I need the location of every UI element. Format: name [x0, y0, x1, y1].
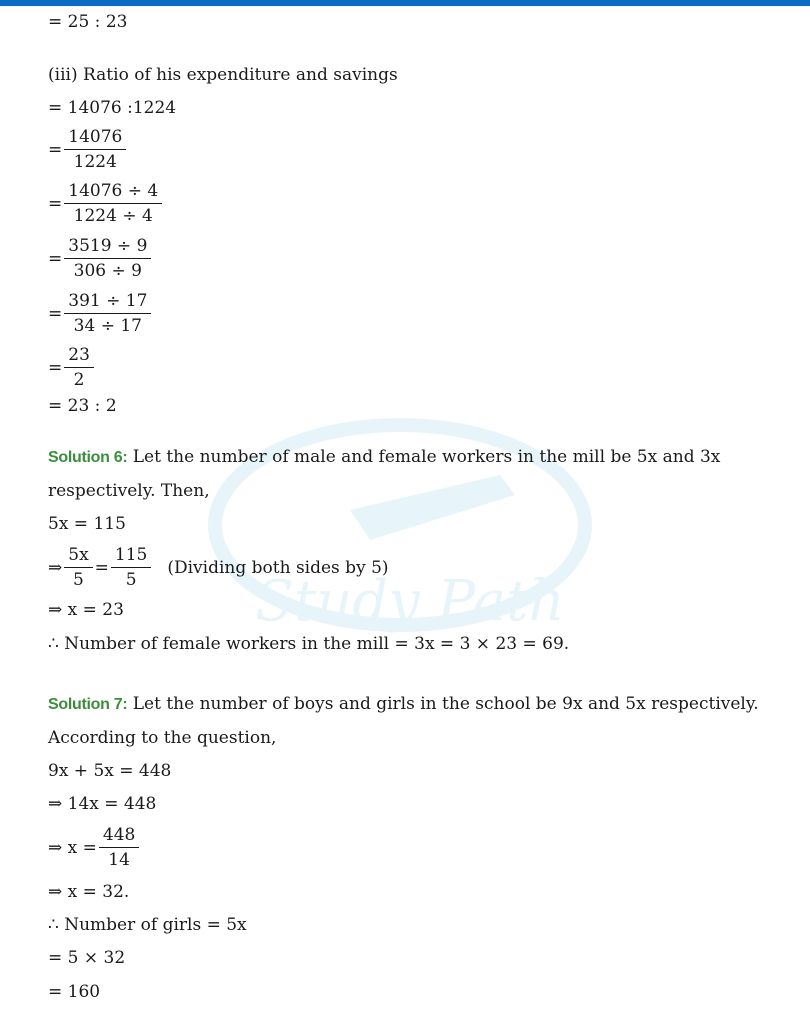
fraction [64, 290, 151, 337]
equals-sign: = [48, 248, 63, 269]
fraction [99, 824, 139, 871]
numerator: 23 [64, 344, 94, 368]
denominator: 1224 ÷ 4 [73, 206, 153, 226]
fraction-step-3 [48, 235, 153, 282]
fraction [64, 180, 162, 227]
solution-7-intro [48, 693, 759, 716]
solution-6-text: Let the number of male and female workers in the mill be 5x and 3x [132, 447, 721, 467]
solution-7-label: Solution 7: [48, 696, 128, 713]
solution-6-intro [48, 446, 720, 469]
solution-7-equation-1: 9x + 5x = 448 [48, 761, 172, 781]
fraction-step-1 [48, 126, 128, 173]
solution-7-equation-6: = 5 × 32 [48, 948, 126, 968]
denominator: 5 [125, 570, 137, 590]
final-ratio-line: = 23 : 2 [48, 396, 117, 416]
part-iii-heading: (iii) Ratio of his expenditure and savings [48, 65, 398, 85]
fraction-step-5 [48, 344, 96, 391]
denominator: 14 [108, 850, 130, 870]
solution-6-equation-3: ⇒ x = 23 [48, 600, 124, 620]
denominator: 5 [73, 570, 84, 590]
watermark-text: Study Path [255, 569, 565, 634]
solution-7-equation-2: ⇒ 14x = 448 [48, 794, 157, 814]
ratio-line: = 14076 :1224 [48, 98, 177, 118]
implies-sign: ⇒ [48, 557, 63, 578]
equals-sign: = [94, 557, 109, 578]
division-note: (Dividing both sides by 5) [167, 557, 389, 578]
numerator: 448 [99, 824, 139, 848]
numerator: 14076 [64, 126, 126, 150]
numerator: 115 [111, 544, 151, 568]
denominator: 2 [73, 370, 85, 390]
solution-7-equation-7: = 160 [48, 982, 101, 1002]
fraction-step-4 [48, 290, 153, 337]
equals-sign: = [48, 357, 63, 378]
numerator: 14076 ÷ 4 [64, 180, 162, 204]
ratio-result-line: = 25 : 23 [48, 12, 128, 32]
numerator: 391 ÷ 17 [64, 290, 151, 314]
solution-6-division-step [48, 544, 389, 591]
solution-7-continuation: According to the question, [48, 728, 277, 748]
fraction-step-2 [48, 180, 164, 227]
fraction-right [111, 544, 151, 591]
denominator: 306 ÷ 9 [73, 261, 142, 281]
top-accent-bar [0, 0, 810, 6]
numerator: 5x [64, 544, 92, 568]
solution-7-text: Let the number of boys and girls in the school be 9x and 5x respectively. [132, 694, 759, 714]
solution-6-conclusion: ∴ Number of female workers in the mill = 3x = 3 × 23 = 69. [48, 634, 570, 654]
fraction-left [64, 544, 92, 591]
fraction [64, 344, 94, 391]
denominator: 34 ÷ 17 [73, 316, 142, 336]
solution-7-division-step [48, 824, 141, 871]
equals-sign: = [48, 193, 63, 214]
numerator: 3519 ÷ 9 [64, 235, 151, 259]
denominator: 1224 [73, 152, 117, 172]
solution-6-equation-1: 5x = 115 [48, 514, 126, 534]
implies-sign: ⇒ x = [48, 837, 97, 858]
solution-6-continuation: respectively. Then, [48, 481, 210, 501]
solution-7-equation-5: ∴ Number of girls = 5x [48, 915, 247, 935]
solution-7-equation-4: ⇒ x = 32. [48, 882, 130, 902]
watermark-pen-icon [350, 475, 515, 540]
solution-6-label: Solution 6: [48, 449, 128, 466]
fraction [64, 126, 126, 173]
equals-sign: = [48, 303, 63, 324]
equals-sign: = [48, 139, 63, 160]
fraction [64, 235, 151, 282]
